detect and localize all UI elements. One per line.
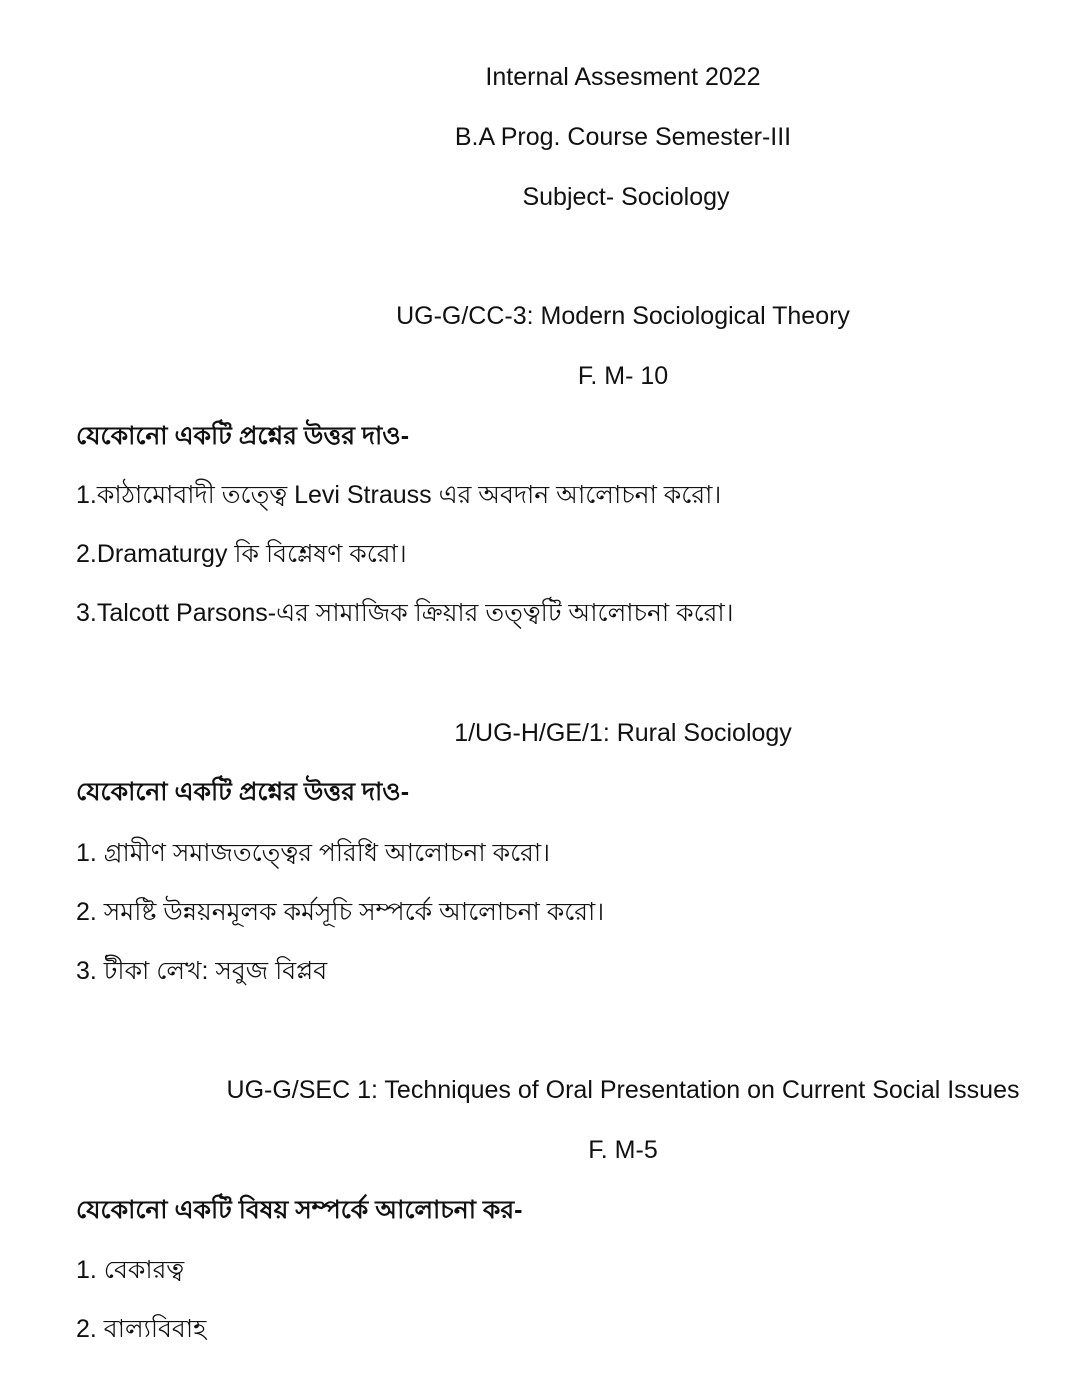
course-title: B.A Prog. Course Semester-III bbox=[454, 123, 792, 151]
question-ge1-3: 3. টীকা লেখ: সবুজ বিপ্লব bbox=[76, 957, 328, 985]
question-sec1-2: 2. বাল্যবিবাহ bbox=[76, 1315, 207, 1343]
paper-title-cc3: UG-G/CC-3: Modern Sociological Theory bbox=[396, 302, 850, 330]
paper-title-sec1: UG-G/SEC 1: Techniques of Oral Presentation on Current Social Issues bbox=[226, 1076, 1020, 1104]
instruction-sec1: যেকোনো একটি বিষয় সম্পর্কে আলোচনা কর- bbox=[76, 1196, 523, 1224]
document-title: Internal Assesment 2022 bbox=[485, 63, 761, 91]
full-marks-cc3: F. M- 10 bbox=[577, 362, 669, 390]
question-cc3-1: 1.কাঠামোবাদী তত্ত্বে Levi Strauss এর অবদান আলোচনা করো। bbox=[76, 481, 722, 509]
question-cc3-3: 3.Talcott Parsons-এর সামাজিক ক্রিয়ার তত্ত্বটি আলোচনা করো। bbox=[76, 599, 734, 627]
question-ge1-2: 2. সমষ্টি উন্নয়নমূলক কর্মসূচি সম্পর্কে আলোচনা করো। bbox=[76, 898, 605, 926]
paper-title-ge1: 1/UG-H/GE/1: Rural Sociology bbox=[454, 719, 792, 747]
question-sec1-1: 1. বেকারত্ব bbox=[76, 1256, 185, 1284]
subject-title: Subject- Sociology bbox=[522, 183, 730, 211]
instruction-ge1: যেকোনো একটি প্রশ্নের উত্তর দাও- bbox=[76, 778, 410, 806]
instruction-cc3: যেকোনো একটি প্রশ্নের উত্তর দাও- bbox=[76, 422, 410, 450]
question-cc3-2: 2.Dramaturgy কি বিশ্লেষণ করো। bbox=[76, 540, 407, 568]
question-ge1-1: 1. গ্রামীণ সমাজতত্ত্বের পরিধি আলোচনা করো। bbox=[76, 839, 551, 867]
full-marks-sec1: F. M-5 bbox=[588, 1136, 658, 1164]
